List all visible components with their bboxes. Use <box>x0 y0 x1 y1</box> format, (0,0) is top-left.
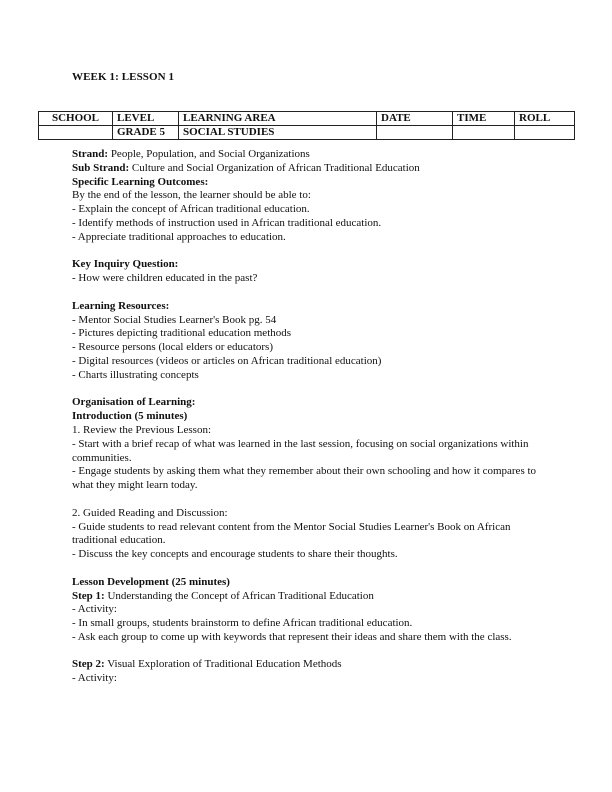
resources-title: Learning Resources: <box>72 299 170 312</box>
table-row <box>39 126 575 140</box>
header-school: SCHOOL <box>39 112 113 126</box>
strand-label: Strand: <box>72 148 109 160</box>
cell-time <box>453 126 515 140</box>
lesson-body <box>72 148 552 686</box>
header-date: DATE <box>377 112 453 126</box>
sub-strand-value: Culture and Social Organization of African Traditional Education <box>129 161 420 174</box>
cell-learning-area: SOCIAL STUDIES <box>179 126 377 140</box>
lesson-heading: WEEK 1: LESSON 1 <box>72 71 175 83</box>
development-title: Lesson Development (25 minutes) <box>72 575 230 588</box>
outcomes-intro: By the end of the lesson, the learner should be able to: <box>72 189 311 202</box>
list-item: - Guide students to read relevant content from the Mentor Social Studies Learner's Book on African traditional education. <box>72 520 511 547</box>
sub-strand-label: Sub Strand: <box>72 161 130 174</box>
list-item: - Engage students by asking them what they remember about their own schooling and how it compares to what they might learn today. <box>72 465 537 492</box>
list-item: - Pictures depicting traditional education methods <box>72 327 292 340</box>
list-item: - Digital resources (videos or articles on African traditional education) <box>72 354 382 367</box>
outcomes-title: Specific Learning Outcomes: <box>72 175 209 188</box>
introduction-title: Introduction (5 minutes) <box>72 410 188 423</box>
strand-value: People, Population, and Social Organizations <box>108 148 310 160</box>
list-item: - Activity: <box>72 603 117 616</box>
step2-line <box>72 658 552 672</box>
organisation-title: Organisation of Learning: <box>72 396 196 409</box>
step2-value: Visual Exploration of Traditional Education Methods <box>104 658 342 671</box>
cell-school <box>39 126 113 140</box>
list-item: - Discuss the key concepts and encourage students to share their thoughts. <box>72 548 398 561</box>
list-item: - Charts illustrating concepts <box>72 368 199 381</box>
list-item: - Appreciate traditional approaches to education. <box>72 230 286 243</box>
step1-label: Step 1: <box>72 589 105 602</box>
list-item: - Explain the concept of African traditional education. <box>72 203 310 216</box>
inquiry-title: Key Inquiry Question: <box>72 258 179 271</box>
lesson-info-table <box>38 111 575 140</box>
list-item: - In small groups, students brainstorm to define African traditional education. <box>72 617 413 630</box>
guided-reading-title: 2. Guided Reading and Discussion: <box>72 506 228 519</box>
strand-line <box>72 148 552 162</box>
list-item: - Mentor Social Studies Learner's Book pg. 54 <box>72 313 277 326</box>
list-item: - Activity: <box>72 672 117 685</box>
header-learning-area: LEARNING AREA <box>179 112 377 126</box>
list-item: - Identify methods of instruction used in African traditional education. <box>72 216 382 229</box>
header-roll: ROLL <box>515 112 575 126</box>
step1-value: Understanding the Concept of African Traditional Education <box>104 589 374 602</box>
list-item: - How were children educated in the past? <box>72 272 258 285</box>
cell-date <box>377 126 453 140</box>
table-header-row <box>39 112 575 126</box>
step2-label: Step 2: <box>72 658 105 671</box>
list-item: - Start with a brief recap of what was learned in the last session, focusing on social organizations within communities. <box>72 437 529 464</box>
cell-level: GRADE 5 <box>113 126 179 140</box>
list-item: - Resource persons (local elders or educators) <box>72 341 273 354</box>
header-time: TIME <box>453 112 515 126</box>
header-level: LEVEL <box>113 112 179 126</box>
step1-line <box>72 590 552 604</box>
list-item: - Ask each group to come up with keywords that represent their ideas and share them with the class. <box>72 630 512 643</box>
cell-roll <box>515 126 575 140</box>
sub-strand-line <box>72 162 552 176</box>
review-title: 1. Review the Previous Lesson: <box>72 423 212 436</box>
